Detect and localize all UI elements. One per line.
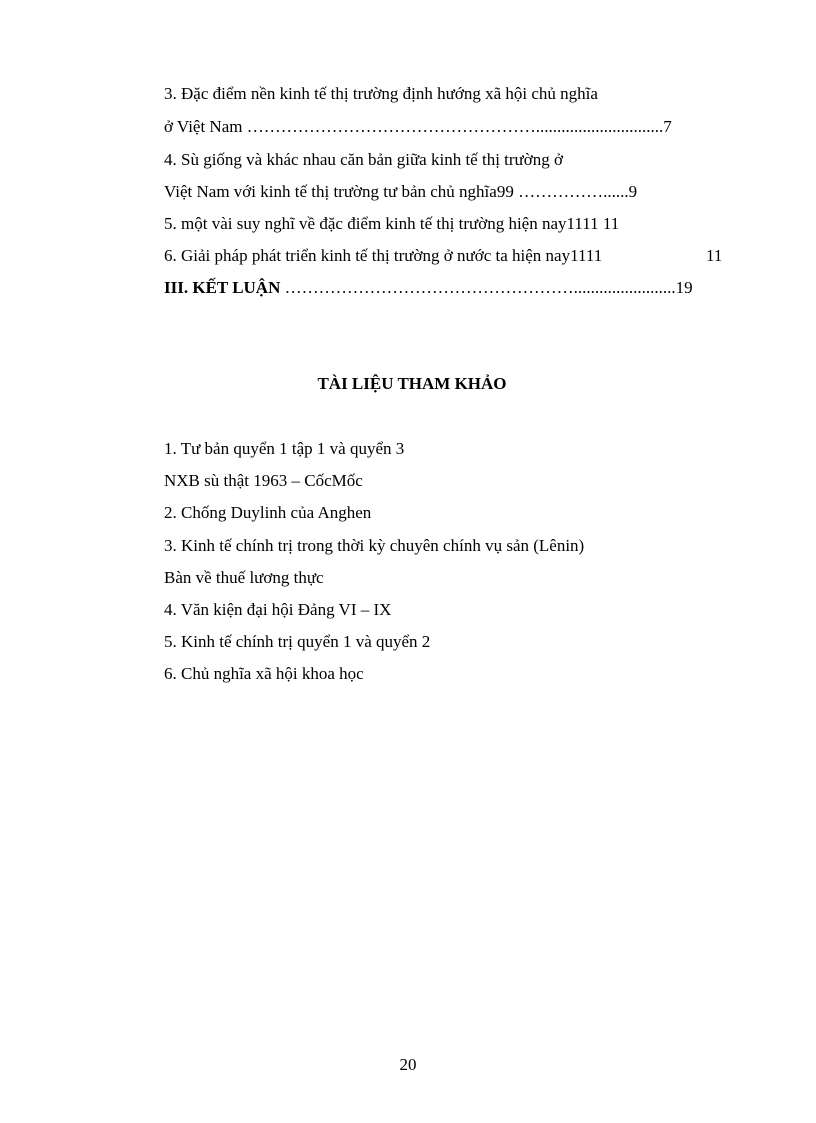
page-number: 20: [399, 1055, 417, 1074]
toc-conclusion-label: III. KẾT LUẬN: [164, 278, 281, 297]
toc-item-5: 5. một vài suy nghĩ về đặc điểm kinh tế thị trường hiện nay1111 11: [164, 214, 620, 233]
reference-line: 4. Văn kiện đại hội Đảng VI – IX: [164, 600, 392, 619]
toc-conclusion: [164, 278, 693, 298]
references-title: TÀI LIỆU THAM KHẢO: [317, 374, 507, 393]
reference-line: 3. Kinh tế chính trị trong thời kỳ chuyên chính vụ sản (Lênin): [164, 536, 585, 555]
toc-conclusion-leader: ……………………………………………........................19: [280, 278, 693, 297]
reference-line: NXB sù thật 1963 – CốcMốc: [164, 471, 363, 490]
toc-item-6-page: 11: [706, 246, 723, 265]
toc-item-4-line-2: Việt Nam với kinh tế thị trường tư bản chủ nghĩa99 ……………......9: [164, 182, 638, 201]
reference-line: 6. Chủ nghĩa xã hội khoa học: [164, 664, 364, 683]
toc-item-6: 6. Giải pháp phát triển kinh tế thị trường ở nước ta hiện nay1111: [164, 246, 603, 265]
reference-line: 2. Chống Duylinh của Anghen: [164, 503, 372, 522]
reference-line: 5. Kinh tế chính trị quyển 1 và quyển 2: [164, 632, 431, 651]
toc-item-3-line-1: 3. Đặc điểm nền kinh tế thị trường định hướng xã hội chủ nghĩa: [164, 84, 598, 103]
toc-item-3-line-2: ở Việt Nam ……………………………………………..............................7: [164, 117, 672, 136]
reference-line: Bàn về thuế lương thực: [164, 568, 324, 587]
toc-item-4-line-1: 4. Sù giống và khác nhau căn bản giữa kinh tế thị trường ở: [164, 150, 563, 169]
reference-line: 1. Tư bản quyển 1 tập 1 và quyển 3: [164, 439, 405, 458]
